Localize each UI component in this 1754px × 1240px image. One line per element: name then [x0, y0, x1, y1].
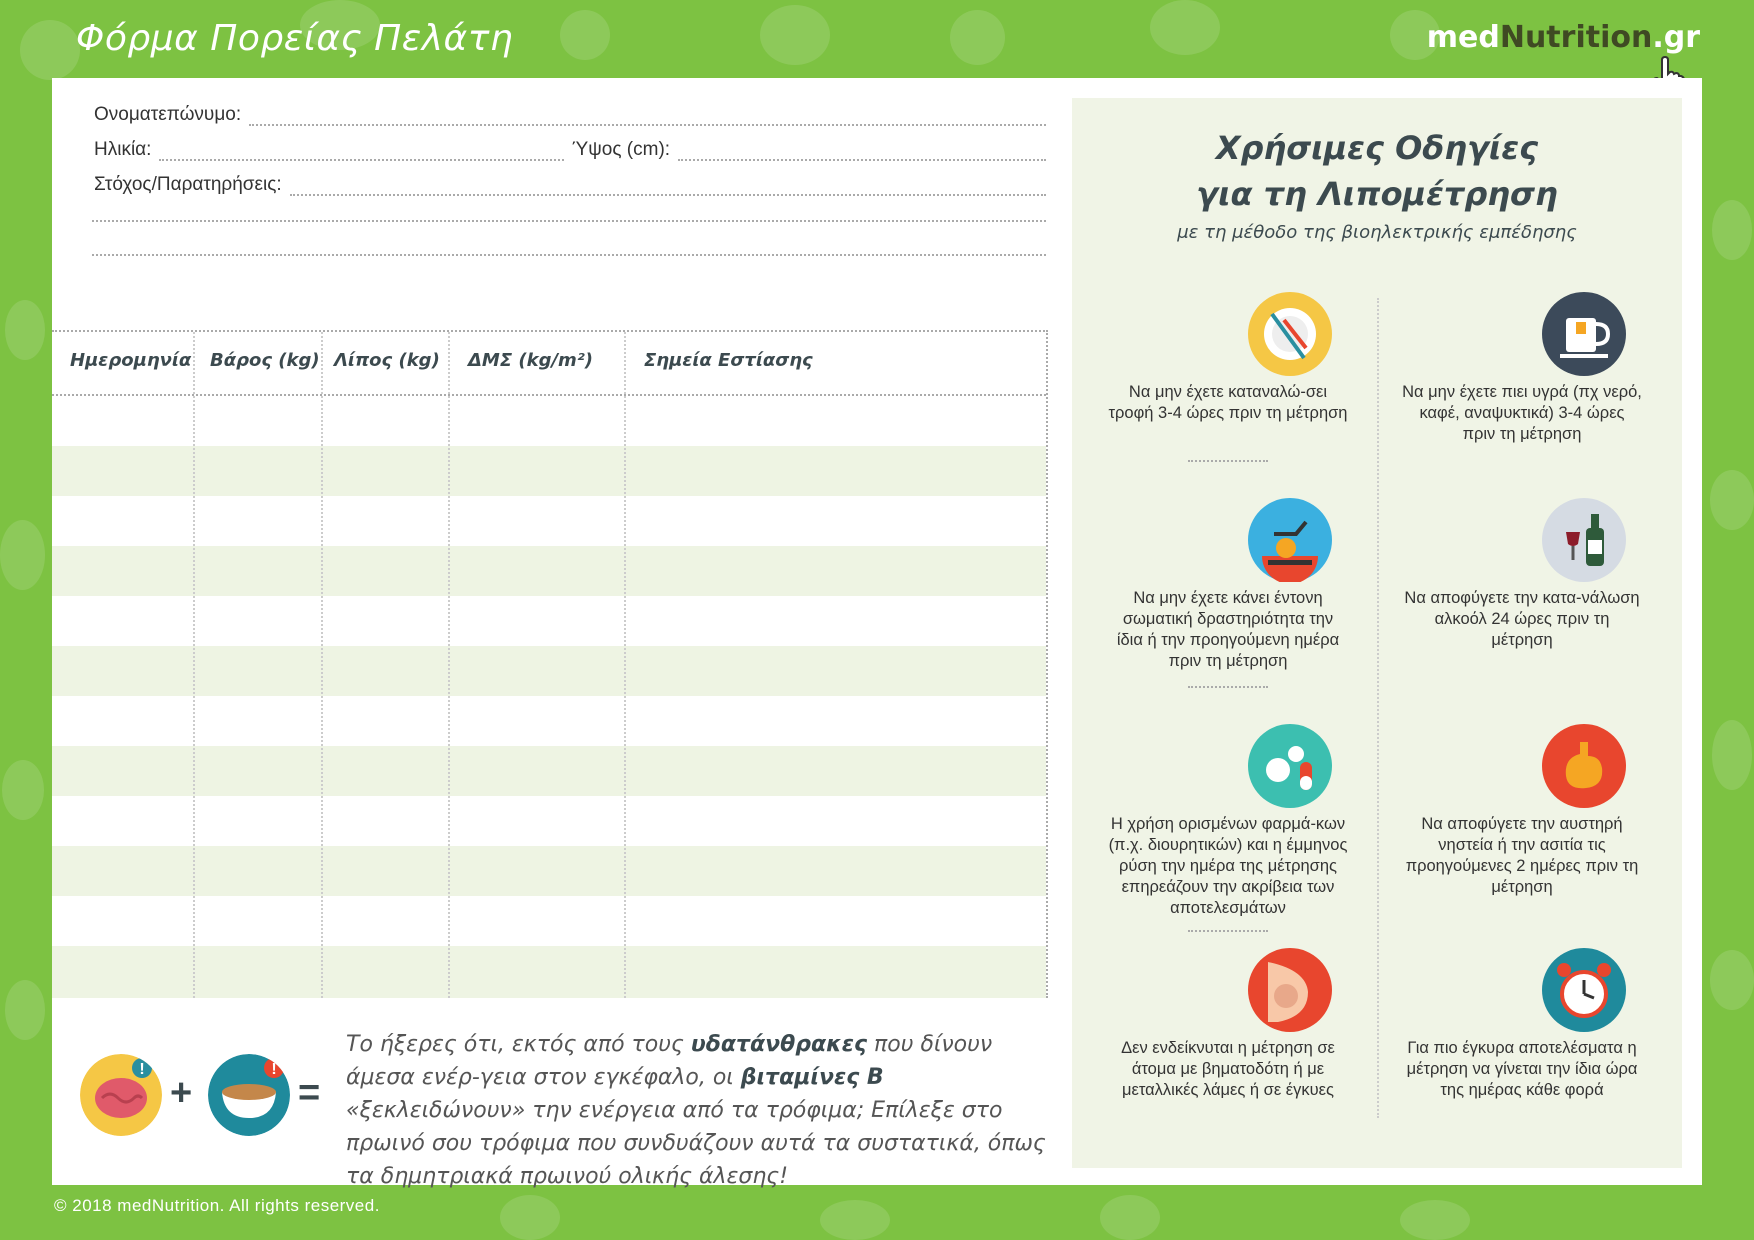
table-header: [52, 332, 1046, 396]
brand-logo[interactable]: [1427, 20, 1700, 55]
rule-text-7: Δεν ενδείκνυται η μέτρηση σε άτομα με βηματοδότη ή με μεταλλικές λάμες ή σε έγκυες: [1121, 1039, 1335, 1099]
notes-line-2[interactable]: [92, 202, 1046, 222]
progress-table: [52, 330, 1048, 998]
table-row[interactable]: [52, 396, 1046, 446]
panel-title-line1: Χρήσιμες Οδηγίες: [1215, 129, 1539, 167]
rule-text-4: Να αποφύγετε την κατα-νάλωση αλκοόλ 24 ώρες πριν τη μέτρηση: [1404, 589, 1640, 649]
pregnancy-icon: [1248, 948, 1332, 1032]
height-line[interactable]: [678, 141, 1046, 161]
notes-line[interactable]: [290, 176, 1046, 196]
rule-text-3: Να μην έχετε κάνει έντονη σωματική δραστηριότητα την ίδια ή την προηγούμενη ημέρα πριν τη μέτρηση: [1116, 589, 1340, 670]
page-title: Φόρμα Πορείας Πελάτη: [76, 18, 514, 59]
rule-separator: [1188, 686, 1268, 688]
notes-line-3[interactable]: [92, 236, 1046, 256]
table-row[interactable]: [52, 896, 1046, 946]
table-row[interactable]: [52, 646, 1046, 696]
rule-text-2: Να μην έχετε πιει υγρά (πχ νερό, καφέ, αναψυκτικά) 3-4 ώρες πριν τη μέτρηση: [1402, 383, 1642, 443]
rule-separator: [1188, 930, 1268, 932]
tea-cup-icon: [1542, 292, 1626, 376]
rule-text-5: Η χρήση ορισμένων φαρμά-κων (π.χ. διουρητικών) και η έμμηνος ρύση την ημέρα της μέτρησης επηρεάζουν την ακρίβεια των αποτελεσμάτων: [1108, 815, 1348, 917]
table-row[interactable]: [52, 496, 1046, 546]
header-bmi: ΔΜΣ (kg/m²): [468, 350, 593, 371]
column-divider: [624, 332, 626, 998]
plus-sign: +: [170, 1072, 193, 1114]
rule-text-6: Να αποφύγετε την αυστηρή νηστεία ή την ασιτία τις προηγούμενες 2 ημέρες πριν τη μέτρηση: [1405, 815, 1639, 896]
column-divider: [448, 332, 450, 998]
panel-column-divider: [1377, 298, 1379, 1118]
notes-label: Στόχος/Παρατηρήσεις:: [94, 174, 282, 195]
alarm-clock-icon: [1542, 948, 1626, 1032]
tip-text: [346, 1028, 1046, 1193]
brand-part2: Nutrition: [1499, 20, 1653, 55]
tip-part3: «ξεκλειδώνουν» την ενέργεια από τα τρόφιμα; Επίλεξε στο πρωινό σου τρόφιμα που συνδυάζουν αυτά τα συστατικά, όπως τα δημητριακά πρωινού ολικής άλεσης!: [346, 1098, 1046, 1189]
rule-separator: [1188, 460, 1268, 462]
rule-text-1: Να μην έχετε καταναλώ-σει τροφή 3-4 ώρες πριν τη μέτρηση: [1108, 383, 1348, 422]
table-row[interactable]: [52, 446, 1046, 496]
form-card: [52, 78, 1702, 1189]
name-line[interactable]: [249, 106, 1046, 126]
rule-text-8: Για πιο έγκυρα αποτελέσματα η μέτρηση να γίνεται την ίδια ώρα της ημέρας κάθε φορά: [1406, 1039, 1638, 1099]
table-row[interactable]: [52, 746, 1046, 796]
table-row[interactable]: [52, 846, 1046, 896]
exercise-bike-icon: [1248, 498, 1332, 582]
guidelines-panel: [1072, 98, 1682, 1168]
brain-icon: [80, 1054, 162, 1136]
tip-bold2: βιταμίνες Β: [740, 1065, 884, 1090]
table-row[interactable]: [52, 596, 1046, 646]
tip-part1: Το ήξερες ότι, εκτός από τους: [346, 1032, 691, 1057]
table-row[interactable]: [52, 696, 1046, 746]
svg-text:!: !: [271, 1061, 277, 1078]
panel-title-line2: για τη Λιπομέτρηση: [1196, 175, 1558, 213]
column-divider: [321, 332, 323, 998]
wine-bottle-icon: [1542, 498, 1626, 582]
header-weight: Βάρος (kg): [210, 350, 320, 371]
table-row[interactable]: [52, 546, 1046, 596]
age-line[interactable]: [159, 141, 564, 161]
copyright-footer: © 2018 medNutrition. All rights reserved.: [54, 1196, 380, 1215]
stomach-icon: [1542, 724, 1626, 808]
table-row[interactable]: [52, 796, 1046, 846]
table-row[interactable]: [52, 946, 1046, 998]
header-fat: Λίπος (kg): [334, 350, 440, 371]
plate-icon: [1248, 292, 1332, 376]
name-field[interactable]: [94, 104, 1046, 126]
brand-part3: .gr: [1652, 20, 1700, 55]
name-label: Ονοματεπώνυμο:: [94, 104, 242, 125]
tip-part2: που δίνουν άμεσα ενέρ-γεια στον εγκέφαλο, οι: [346, 1032, 993, 1090]
pills-icon: [1248, 724, 1332, 808]
tip-bold1: υδατάνθρακες: [690, 1032, 868, 1057]
brand-part1: med: [1426, 20, 1500, 55]
notes-field[interactable]: [94, 174, 1046, 196]
cereal-bowl-icon: [208, 1054, 290, 1136]
column-divider: [193, 332, 195, 998]
svg-text:!: !: [139, 1061, 145, 1078]
header-focus-points: Σημεία Εστίασης: [644, 350, 813, 371]
age-field[interactable]: [94, 139, 564, 161]
height-field[interactable]: [572, 139, 1046, 161]
header-date: Ημερομηνία: [70, 350, 192, 371]
height-label: Ύψος (cm):: [572, 139, 671, 160]
panel-subtitle: με τη μέθοδο της βιοηλεκτρικής εμπέδησης: [1177, 222, 1577, 243]
equals-sign: =: [298, 1072, 321, 1114]
age-label: Ηλικία:: [94, 139, 152, 160]
